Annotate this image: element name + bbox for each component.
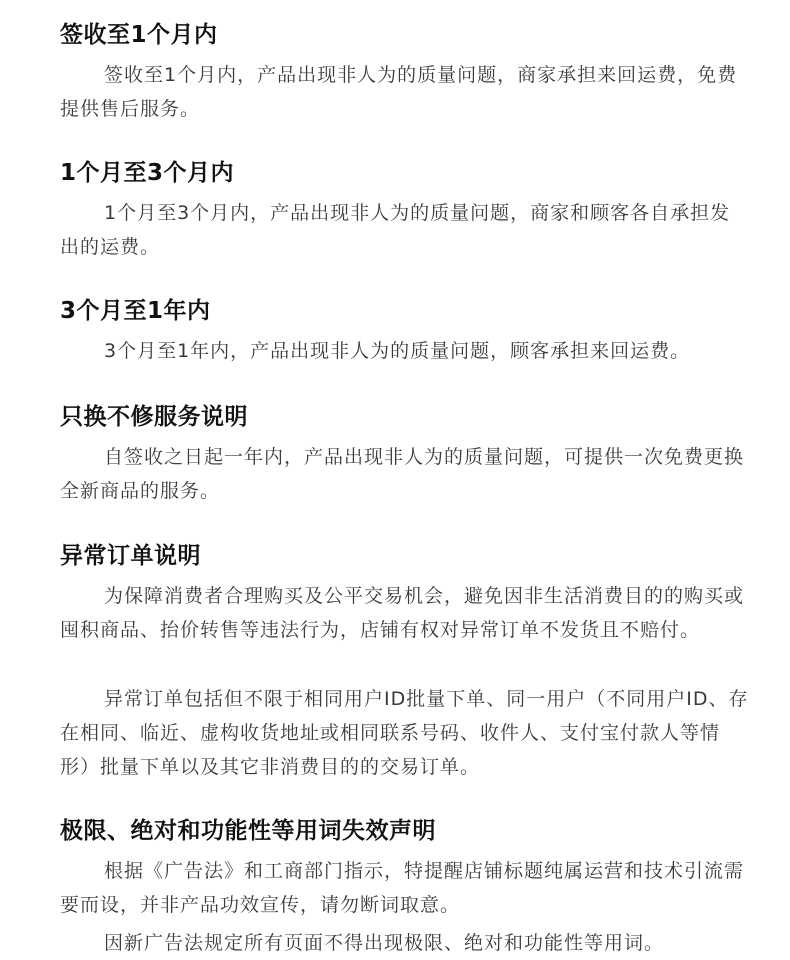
section-heading-abnormal-orders: 异常订单说明 bbox=[60, 543, 201, 569]
section-heading-replace-only-service: 只换不修服务说明 bbox=[60, 404, 248, 430]
section-paragraph-replace-only-service: 自签收之日起一年内，产品出现非人为的质量问题，可提供一次免费更换全新商品的服务。 bbox=[60, 446, 745, 502]
section-paragraph-three-months-to-one-year: 3个月至1年内，产品出现非人为的质量问题，顾客承担来回运费。 bbox=[104, 340, 691, 362]
section-paragraph-abnormal-orders-1: 为保障消费者合理购买及公平交易机会，避免因非生活消费目的的购买或囤积商品、抬价转售等违法行为，店铺有权对异常订单不发货且不赔付。 bbox=[60, 585, 745, 641]
section-paragraph-one-to-three-months: 1个月至3个月内，产品出现非人为的质量问题，商家和顾客各自承担发出的运费。 bbox=[60, 202, 731, 258]
section-heading-one-to-three-months: 1个月至3个月内 bbox=[60, 160, 235, 186]
section-paragraph-abnormal-orders-2: 异常订单包括但不限于相同用户ID批量下单、同一用户（不同用户ID、存在相同、临近、虚构收货地址或相同联系号码、收件人、支付宝付款人等情形）批量下单以及其它非消费目的的交易订单。 bbox=[60, 688, 749, 778]
section-paragraph-absolute-terms-disclaimer-2: 因新广告法规定所有页面不得出现极限、绝对和功能性等用词。 bbox=[104, 932, 665, 954]
section-heading-within-one-month: 签收至1个月内 bbox=[60, 22, 218, 48]
section-heading-absolute-terms-disclaimer: 极限、绝对和功能性等用词失效声明 bbox=[60, 818, 436, 844]
section-paragraph-absolute-terms-disclaimer-1: 根据《广告法》和工商部门指示，特提醒店铺标题纯属运营和技术引流需要而设，并非产品功效宣传，请勿断词取意。 bbox=[60, 860, 745, 916]
section-heading-three-months-to-one-year: 3个月至1年内 bbox=[60, 298, 211, 324]
section-paragraph-within-one-month: 签收至1个月内，产品出现非人为的质量问题，商家承担来回运费，免费提供售后服务。 bbox=[60, 64, 738, 120]
